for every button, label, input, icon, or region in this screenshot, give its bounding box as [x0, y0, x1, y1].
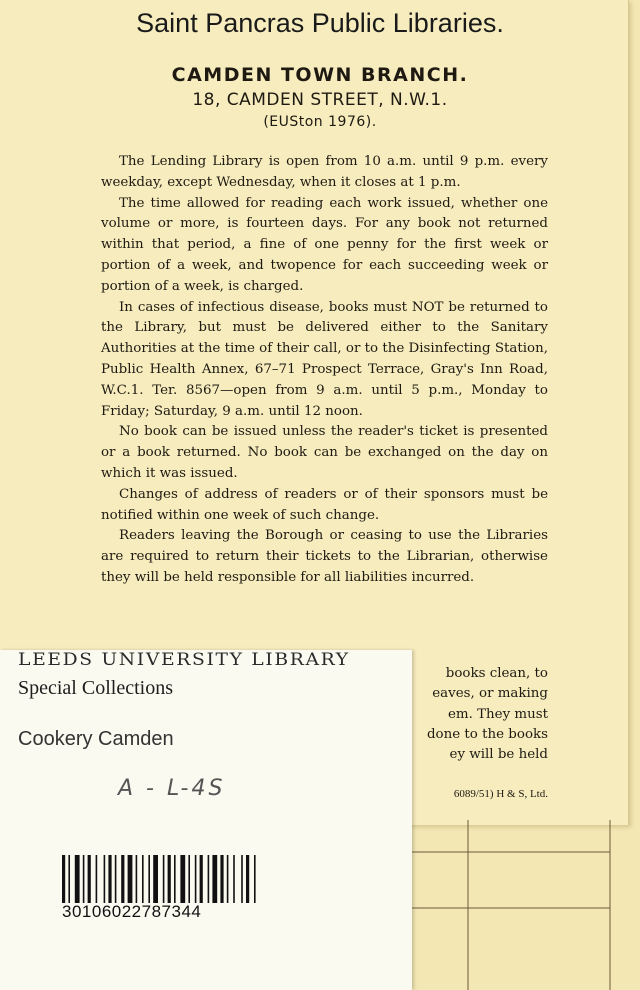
rules-text — [101, 152, 548, 589]
branch-name: CAMDEN TOWN BRANCH. — [171, 64, 469, 86]
library-label — [0, 650, 412, 990]
partial-rule-line: done to the books — [426, 727, 548, 742]
rule-infectious-disease: In cases of infectious disease, books must NOT be returned to the Library, but must be delivered either to the Sanitary Authorities at the time of their call, or to the Disinfecting Station, Public Health Annex, 67–71 Prospect Terrace, Gray's Inn Road, W.C.1. Ter. 8567—open from 9 a.m. until 5 p.m., Monday to Friday; Saturday, 9 a.m. until 12 noon. — [101, 299, 548, 419]
barcode-number: 30106022787344 — [62, 902, 202, 921]
partial-rule-line: books clean, to — [445, 666, 548, 681]
branch-address: 18, CAMDEN STREET, N.W.1. — [192, 90, 448, 110]
rule-address-change: Changes of address of readers or of their sponsors must be notified within one week of such change. — [101, 486, 548, 523]
branch-phone: (EUSton 1976). — [263, 114, 377, 130]
barcode — [62, 855, 304, 903]
collection-subject: Cookery Camden — [18, 728, 174, 750]
shelfmark: A - L-4S — [118, 776, 226, 801]
page-title: Saint Pancras Public Libraries. — [136, 8, 504, 38]
partial-rule-line: ey will be held — [449, 747, 548, 762]
rule-ticket: No book can be issued unless the reader's ticket is presented or a book returned. No book can be exchanged on the day on which it was issued. — [101, 424, 548, 481]
rule-loan-period: The time allowed for reading each work issued, whether one volume or more, is fourteen days. For any book not returned within that period, a fine of one penny for the first week or portion of a week, and twopence for each succeeding week or portion of a week, is charged. — [101, 195, 548, 294]
printer-imprint: 6089/51) H & S, Ltd. — [453, 788, 548, 800]
collection-name: Special Collections — [18, 677, 173, 699]
rule-leaving-borough: Readers leaving the Borough or ceasing to use the Libraries are required to return their tickets to the Librarian, otherwise they will be held responsible for all liabilities incurred. — [101, 528, 548, 585]
institution-name: LEEDS UNIVERSITY LIBRARY — [18, 650, 350, 670]
rule-opening-hours: The Lending Library is open from 10 a.m. until 9 p.m. every weekday, except Wednesday, when it closes at 1 p.m. — [101, 154, 548, 190]
partial-rule-line: em. They must — [447, 707, 548, 722]
partial-rule-line: eaves, or making — [432, 686, 548, 701]
date-table-grid — [410, 820, 640, 990]
